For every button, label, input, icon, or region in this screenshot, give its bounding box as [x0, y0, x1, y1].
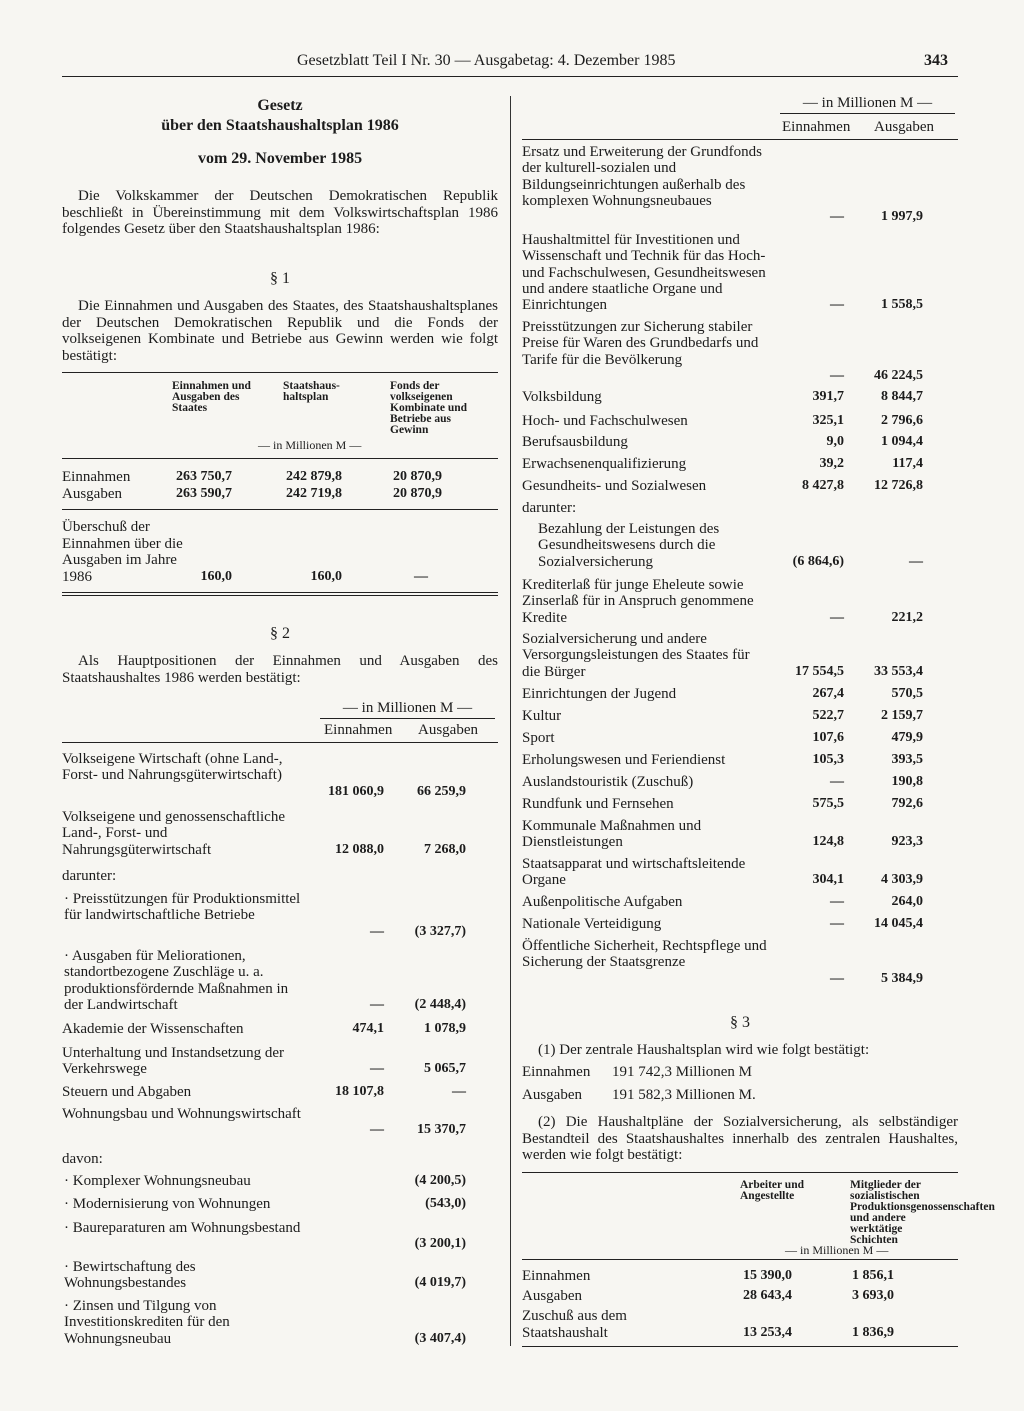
- s2-header-rule-left: [62, 742, 498, 743]
- s2-col-income-right: Einnahmen: [782, 119, 851, 135]
- s3-row-v1: 28 643,4: [743, 1288, 792, 1303]
- s1-table-top-rule: [62, 372, 498, 373]
- s1-col2-header: Staatshaus-haltsplan: [283, 380, 340, 403]
- s2-row-income: —: [830, 297, 844, 313]
- s2-row-label: · Preisstützungen für Produktionsmittel für landwirtschaftliche Betriebe: [64, 891, 301, 924]
- section-2-heading: § 2: [270, 625, 290, 642]
- s2-row-income: 12 088,0: [335, 841, 384, 857]
- s2-row-label: Ersatz und Erweiterung der Grundfonds der kulturell-sozialen und Bildungseinrichtungen außerhalb des komplexen Wohnungsneubaues: [522, 144, 762, 209]
- s1-bottom-rule: [62, 592, 498, 593]
- s2-row-income: 8 427,8: [802, 478, 844, 493]
- s2-row-label: Erwachsenenqualifizierung: [522, 456, 687, 472]
- s2-row-label: · Modernisierung von Wohnungen: [64, 1196, 271, 1212]
- s2-header-rule-right: [522, 139, 958, 140]
- s2-row-label: · Ausgaben für Meliorationen, standortbezogene Zuschläge u. a. produktionsfördernde Maßnahmen in der Landwirtschaft: [64, 948, 289, 1013]
- s2-row-label: Wohnungsbau und Wohnungswirtschaft: [62, 1106, 301, 1122]
- s2-row-income: 267,4: [812, 686, 844, 701]
- s1-surplus-v1: 160,0: [200, 569, 232, 584]
- s2-row-expense: 117,4: [892, 456, 923, 471]
- s2-col-expense-right: Ausgaben: [874, 119, 934, 135]
- s1-mid-rule: [62, 509, 498, 510]
- s2-row-expense: 923,3: [891, 834, 923, 850]
- s1-table-header-rule: [62, 458, 498, 459]
- s2-row-label: Kommunale Maßnahmen und Dienstleistungen: [522, 818, 702, 851]
- s2-row-label: Volksbildung: [522, 389, 602, 405]
- s2-row-label: Auslandstouristik (Zuschuß): [522, 774, 694, 790]
- s2-row-income: —: [370, 923, 384, 939]
- s2-row-label: Berufsausbildung: [522, 434, 628, 450]
- s2-row-label: Rundfunk und Fernsehen: [522, 796, 674, 812]
- s2-row-label: · Bewirtschaftung des Wohnungsbestandes: [64, 1259, 196, 1292]
- s1-row-v3: 20 870,9: [393, 469, 442, 484]
- s2-row-income: —: [830, 209, 844, 225]
- s3-unit: — in Millionen M —: [785, 1243, 889, 1257]
- s2-row-label: Preisstützungen zur Sicherung stabiler Preise für Waren des Grundbedarfs und Tarife für die Bevölkerung: [522, 319, 759, 368]
- s3-expense-label: Ausgaben: [522, 1087, 582, 1103]
- s2-row-expense: 2 159,7: [881, 708, 923, 723]
- s2-row-expense: 7 268,0: [424, 841, 466, 857]
- s2-row-income: 575,5: [812, 796, 844, 811]
- s3-col1-header: Arbeiter und Angestellte: [740, 1179, 804, 1202]
- header-rule: [62, 76, 958, 77]
- law-date: vom 29. November 1985: [197, 150, 363, 167]
- s3-row-label: Zuschuß aus dem Staatshaushalt: [522, 1308, 627, 1341]
- s2-row-expense: 5 384,9: [881, 970, 923, 986]
- s2-row-income: —: [370, 1122, 384, 1138]
- s2-row-income: —: [830, 609, 844, 625]
- s2-row-income: —: [830, 916, 844, 931]
- s1-row-v3: 20 870,9: [393, 486, 442, 501]
- s2-row-expense: 33 553,4: [874, 663, 923, 679]
- s2-row-label: Unterhaltung und Instandsetzung der Verkehrswege: [62, 1045, 285, 1078]
- s2-row-expense: 5 065,7: [424, 1061, 466, 1077]
- s1-row-label: Ausgaben: [62, 486, 122, 502]
- s2-row-expense: 14 045,4: [874, 916, 923, 931]
- s1-bottom-rule-2: [62, 595, 498, 596]
- s2-row-label: · Komplexer Wohnungsneubau: [64, 1173, 251, 1189]
- s2-row-expense: —: [452, 1084, 466, 1099]
- s2-row-income: 18 107,8: [335, 1084, 384, 1099]
- s2-row-label: Sozialversicherung und andere Versorgungsleistungen des Staates für die Bürger: [522, 631, 750, 680]
- s2-row-label: Volkseigene Wirtschaft (ohne Land-, Forst- und Nahrungsgüterwirtschaft): [62, 751, 283, 784]
- s2-row-label: Hoch- und Fachschulwesen: [522, 413, 688, 429]
- s2-row-income: —: [370, 1061, 384, 1077]
- law-title-2: über den Staatshaushaltsplan 1986: [161, 117, 399, 134]
- s2-row-expense: (3 407,4): [414, 1330, 466, 1346]
- s2-row-income: 107,6: [812, 730, 844, 745]
- s3-table-top-rule: [522, 1172, 958, 1173]
- s3-row-label: Einnahmen: [522, 1268, 591, 1284]
- s2-row-income: —: [830, 774, 844, 789]
- s2-col-income-left: Einnahmen: [324, 722, 393, 738]
- s3-income-label: Einnahmen: [522, 1064, 591, 1080]
- s2-row-income: 181 060,9: [328, 783, 384, 799]
- s2-row-expense: 221,2: [891, 609, 923, 625]
- s2-row-expense: —: [909, 553, 923, 569]
- s2-row-expense: 1 094,4: [881, 434, 923, 449]
- s2-row-income: 474,1: [352, 1021, 384, 1036]
- s1-surplus-v2: 160,0: [310, 569, 342, 584]
- s2-row-label: Akademie der Wissenschaften: [62, 1021, 244, 1037]
- s2-row-income: —: [830, 970, 844, 986]
- section-1-heading: § 1: [270, 270, 290, 287]
- s2-row-expense: (2 448,4): [414, 996, 466, 1012]
- s2-row-expense: 792,6: [891, 796, 923, 811]
- s3-row-v2: 1 836,9: [852, 1325, 894, 1340]
- s2-row-label: Bezahlung der Leistungen des Gesundheitswesens durch die Sozialversicherung: [538, 521, 720, 570]
- s3-para-2: (2) Die Haushaltpläne der Sozialversicherung, als selbständiger Bestandteil des Staatshaushaltes innerhalb des zentralen Haushaltes, werden wie folgt bestätigt:: [522, 1114, 958, 1163]
- s2-row-label: davon:: [62, 1151, 103, 1167]
- s2-row-expense: (543,0): [425, 1196, 466, 1211]
- s1-unit: — in Millionen M —: [258, 438, 362, 452]
- s2-row-income: (6 864,6): [792, 553, 844, 569]
- s2-row-income: 39,2: [819, 456, 844, 471]
- s2-row-income: 9,0: [826, 434, 844, 449]
- s2-row-label: Staatsapparat und wirtschaftsleitende Organe: [522, 856, 746, 889]
- s2-row-expense: (3 200,1): [414, 1236, 466, 1252]
- s2-row-label: darunter:: [522, 500, 577, 516]
- s1-row-v1: 263 590,7: [176, 486, 232, 501]
- s2-col-expense-left: Ausgaben: [418, 722, 478, 738]
- s2-row-label: Gesundheits- und Sozialwesen: [522, 478, 707, 494]
- s2-row-expense: 8 844,7: [881, 389, 923, 404]
- s2-row-expense: 46 224,5: [874, 367, 923, 383]
- s2-row-income: 391,7: [812, 389, 844, 404]
- s2-row-label: Öffentliche Sicherheit, Rechtspflege und Sicherung der Staatsgrenze: [522, 938, 767, 971]
- s2-row-expense: 12 726,8: [874, 478, 923, 493]
- s2-row-expense: (4 200,5): [414, 1173, 466, 1188]
- s2-row-label: Außenpolitische Aufgaben: [522, 894, 683, 910]
- s1-surplus-v3: —: [414, 569, 428, 584]
- s3-bottom-rule: [522, 1346, 958, 1347]
- s2-row-expense: 66 259,9: [417, 783, 466, 799]
- s1-row-label: Einnahmen: [62, 469, 131, 485]
- s2-unit-right: — in Millionen M —: [802, 95, 933, 111]
- page-number: 343: [924, 52, 948, 69]
- s3-row-v1: 15 390,0: [743, 1268, 792, 1283]
- s2-row-label: Volkseigene und genossenschaftliche Land-, Forst- und Nahrungsgüterwirtschaft: [62, 809, 286, 858]
- s2-row-label: Erholungswesen und Feriendienst: [522, 752, 726, 768]
- s2-row-expense: 1 558,5: [881, 297, 923, 313]
- s3-expense-value: 191 582,3 Millionen M.: [612, 1087, 756, 1103]
- s3-row-v1: 13 253,4: [743, 1325, 792, 1340]
- s2-row-expense: 479,9: [891, 730, 923, 745]
- s2-row-label: Krediterlaß für junge Eheleute sowie Zinserlaß für in Anspruch genommene Kredite: [522, 577, 754, 626]
- s2-row-income: 325,1: [812, 413, 844, 428]
- s2-row-income: 105,3: [812, 752, 844, 767]
- section-3-heading: § 3: [730, 1014, 750, 1031]
- s2-row-expense: 15 370,7: [417, 1122, 466, 1138]
- s2-row-income: —: [830, 894, 844, 909]
- s3-col2-header: Mitglieder der sozialistischen Produktionsgenossenschaften und andere werktätige Schichten: [850, 1179, 995, 1246]
- s2-row-expense: 2 796,6: [881, 413, 923, 428]
- column-divider: [510, 96, 511, 1346]
- s2-row-label: · Baureparaturen am Wohnungsbestand: [64, 1220, 301, 1236]
- s1-row-v1: 263 750,7: [176, 469, 232, 484]
- s2-row-label: Sport: [522, 730, 555, 746]
- s3-income-value: 191 742,3 Millionen M: [612, 1064, 753, 1080]
- s2-row-expense: 570,5: [891, 686, 923, 701]
- s2-row-expense: (4 019,7): [414, 1275, 466, 1291]
- s1-surplus-label: Überschuß der Einnahmen über die Ausgaben im Jahre 1986: [62, 519, 183, 585]
- page-header-title: Gesetzblatt Teil I Nr. 30 — Ausgabetag: 4. Dezember 1985: [297, 52, 676, 69]
- s2-row-label: Kultur: [522, 708, 562, 724]
- s2-row-expense: 393,5: [891, 752, 923, 767]
- s2-row-expense: (3 327,7): [414, 923, 466, 939]
- s3-row-v2: 1 856,1: [852, 1268, 894, 1283]
- s2-row-income: 124,8: [812, 834, 844, 850]
- law-intro: Die Volkskammer der Deutschen Demokratischen Republik beschließt in Übereinstimmung mit dem Volkswirtschaftsplan 1986 folgendes Gesetz über den Staatshaushaltsplan 1986:: [62, 188, 498, 237]
- s2-unit-rule-left: [320, 718, 495, 719]
- s1-row-v2: 242 879,8: [286, 469, 342, 484]
- s1-col1-header: Einnahmen und Ausgaben des Staates: [172, 380, 251, 414]
- s2-row-label: Einrichtungen der Jugend: [522, 686, 677, 702]
- s3-row-label: Ausgaben: [522, 1288, 582, 1304]
- section-2-text: Als Hauptpositionen der Einnahmen und Ausgaben des Staatshaushaltes 1986 werden bestätigt:: [62, 653, 498, 686]
- s2-row-expense: 1 997,9: [881, 209, 923, 225]
- s2-unit-left: — in Millionen M —: [342, 700, 473, 716]
- s2-row-income: —: [830, 367, 844, 383]
- s2-row-income: 17 554,5: [795, 663, 844, 679]
- s2-row-label: darunter:: [62, 868, 117, 884]
- s2-row-label: Nationale Verteidigung: [522, 916, 662, 932]
- s1-col3-header: Fonds der volkseigenen Kombinate und Betriebe aus Gewinn: [390, 380, 468, 436]
- s2-row-income: 522,7: [812, 708, 844, 723]
- s2-row-expense: 1 078,9: [424, 1021, 466, 1036]
- s2-row-expense: 4 303,9: [881, 872, 923, 888]
- s2-row-income: 304,1: [812, 872, 844, 888]
- s3-row-v2: 3 693,0: [852, 1288, 894, 1303]
- s2-row-label: Haushaltmittel für Investitionen und Wissenschaft und Technik für das Hoch- und Fachschulwesen, Gesundheitswesen und andere staatliche Organe und Einrichtungen: [522, 232, 766, 314]
- law-title-1: Gesetz: [257, 97, 303, 114]
- s3-para-1: (1) Der zentrale Haushaltsplan wird wie folgt bestätigt:: [538, 1042, 870, 1058]
- s3-table-header-rule: [522, 1259, 958, 1260]
- s2-row-income: —: [370, 996, 384, 1012]
- s2-row-label: Steuern und Abgaben: [62, 1084, 192, 1100]
- s2-row-label: · Zinsen und Tilgung von Investitionskrediten für den Wohnungsneubau: [64, 1298, 230, 1347]
- section-1-text: Die Einnahmen und Ausgaben des Staates, des Staatshaushaltsplanes der Deutschen Demokratischen Republik und die Fonds der volkseigenen Kombinate und Betriebe aus Gewinn werden wie folgt bestätigt:: [62, 298, 498, 364]
- s2-unit-rule-right: [780, 113, 955, 114]
- s2-row-expense: 190,8: [891, 774, 923, 789]
- s2-row-expense: 264,0: [891, 894, 923, 909]
- s1-row-v2: 242 719,8: [286, 486, 342, 501]
